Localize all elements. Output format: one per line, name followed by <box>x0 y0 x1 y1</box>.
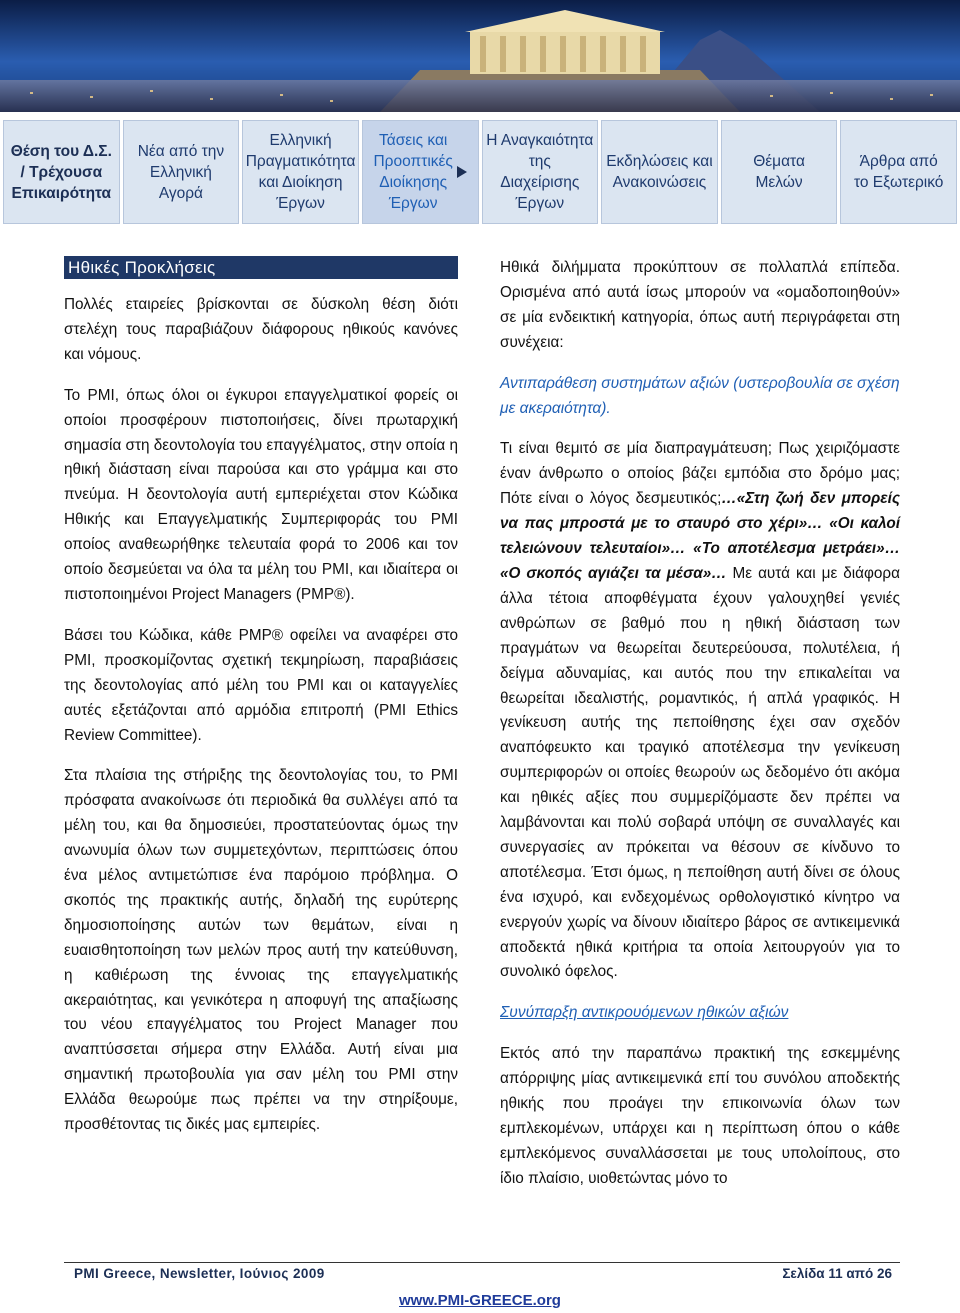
footer-page-number: Σελίδα 11 από 26 <box>782 1266 892 1281</box>
paragraph <box>500 437 900 985</box>
paragraph: Βάσει του Κώδικα, κάθε PMP® οφείλει να αναφέρει στο PMI, προσκομίζοντας σχετική τεκμηρίωση, παραβιάσεις της δεοντολογίας από μέλη του PMI και οι καταγγελίες αυτές εξετάζονται από αρμόδια επιτροπή (PMI Ethics Review Committee). <box>64 626 458 744</box>
section-title: Ηθικές Προκλήσεις <box>64 256 458 279</box>
header-banner <box>0 0 960 112</box>
footer-website-link[interactable]: www.PMI-GREECE.org <box>399 1292 561 1309</box>
nav-trends-prospects[interactable] <box>362 120 479 224</box>
footer-divider <box>64 1262 900 1263</box>
paragraph: Ηθικά διλήμματα προκύπτουν σε πολλαπλά επίπεδα. Ορισμένα από αυτά ίσως μπορούν να «ομαδοποιηθούν» σε μία ενδεικτική κατηγορία, όπως αυτή περιγράφεται στη συνέχεια: <box>500 259 900 351</box>
subheading-value-systems: Αντιπαράθεση συστημάτων αξιών (υστεροβουλία σε σχέση με ακεραιότητα). <box>500 374 900 417</box>
nav-label: Νέα από την Ελληνική Αγορά <box>137 142 225 202</box>
nav-greek-market-news[interactable] <box>123 120 240 224</box>
main-nav <box>0 120 960 224</box>
nav-label: Τάσεις και Προοπτικές Διοίκησης Έργων <box>373 132 453 212</box>
paragraph: Πολλές εταιρείες βρίσκονται σε δύσκολη θέση διότι στελέχη τους παραβιάζουν διάφορους ηθικούς κανόνες και νόμους. <box>64 296 458 363</box>
nav-label: Εκδηλώσεις και Ανακοινώσεις <box>606 153 713 191</box>
nav-label: Η Αναγκαιότητα της Διαχείρισης Έργων <box>486 132 594 212</box>
left-column <box>64 256 458 1154</box>
play-arrow-icon <box>457 166 467 178</box>
nav-member-topics[interactable] <box>721 120 838 224</box>
subheading-conflicting-values: Συνύπαρξη αντικρουόμενων ηθικών αξιών <box>500 1004 789 1022</box>
nav-label: Θέματα Μελών <box>753 153 805 191</box>
paragraph: Εκτός από την παραπάνω πρακτική της εσκεμμένης απόρριψης μίας αντικειμενικά επί του συνόλου αποδεκτής ηθικής που προάγει την επικοινωνία όλων των εμπλεκομένων, υπάρχει και η περίπτωση όπου ο κάθε εμπλεκόμενος συναλλάσσεται με τους υπολοίπους, στο ίδιο πλαίσιο, υιοθετώντας μόνο το <box>500 1045 900 1187</box>
nav-label: Άρθρα από το Εξωτερικό <box>853 153 944 191</box>
paragraph: Το PMI, όπως όλοι οι έγκυροι επαγγελματικοί φορείς οι οποίοι προσφέρουν πιστοποιήσεις, δίνει πρωταρχική σημασία στη δεοντολογία του επαγγέλματος, στην οποία η ηθική διάσταση είναι παρούσα και στο γράμμα και στο πνεύμα. Η δεοντολογία αυτή εμπεριέχεται στον Κώδικα Ηθικής και Επαγγελματικής Συμπεριφοράς του PMI οποίος αναθεωρήθηκε τελευταία φορά το 2006 και τον οποίο δεσμεύεται να όλα τα μέλη του PMI, και ιδιαίτερα οι πιστοποιημένοι Project Managers (PMP®). <box>64 386 458 603</box>
nav-greek-reality[interactable] <box>242 120 359 224</box>
paragraph-text: Με αυτά και με διάφορα άλλα τέτοια αποφθέγματα έχουν γαλουχηθεί γενιές ανθρώπων σε βαθμό που η ηθική διάσταση των πραγμάτων να θεωρείται δευτερεύουσα, πολυτέλεια, ή δείγμα αδυναμίας, και αυτός που την επικαλείται να θεωρείται ιδεαλιστής, ρομαντικός, ή απλά γραφικός. Η γενίκευση αυτής της πεποίθησης έχει σαν σχεδόν αναπόφευκτο και τραγικό αποτέλεσμα την γενίκευση συμπεριφορών οι οποίες θεωρούν ως δεδομένο ότι ακόμα και ηθικές αξίες που συμμερίζόμαστε δεν πρέπει να λαμβάνονται και πολύ σοβαρά υπόψη σε συναλλαγές και συνεργασίες αν πρόκειται να θέσουν σε κίνδυνο το αποτέλεσμα. Έτσι όμως, η πεποίθηση αυτή δίνει σε όλους ένα ισχυρό, και ενδεχομένως ορθολογιστικό κίνητρο να ενεργούν χωρίς να δίνουν ιδιαίτερο βάρος σε αντικειμενικά αποδεκτά ηθικά κριτήρια τα οποία λειτουργούν για το συνολικό όφελος. <box>500 564 900 981</box>
footer-newsletter: PMI Greece, Newsletter, Ιούνιος 2009 <box>74 1266 325 1281</box>
right-column <box>500 256 900 1208</box>
paragraph-text: Τι είναι θεμιτό σε μία διαπραγμάτευση; Πως χειριζόμαστε έναν άνθρωπο ο οποίος βάζει εμπόδια στο δρόμο μας; Πότε είναι ο λόγος δεσμευτικός; <box>500 440 900 508</box>
nav-label: Ελληνική Πραγματικότητα και Διοίκηση Έργων <box>245 132 356 212</box>
paragraph: Στα πλαίσια της στήριξης της δεοντολογίας του, το PMI πρόσφατα ανακοίνωσε ότι περιοδικά θα συλλέγει από τα μέλη του, και θα δημοσιεύει, προστατεύοντας όμως την ανωνυμία όλων των συμμετεχόντων, περιπτώσεις όπου ένα μέλος αντιμετώπισε ένα παρόμοιο πρόβλημα. Ο σκοπός της πρακτικής αυτής, δηλαδή της ευρύτερης δημοσιοποίησης αυτών των θεμάτων, είναι η ευαισθητοποίηση των μελών προς αυτή την κατεύθυνση, η καθιέρωση της έννοιας της επαγγελματικής ακεραιότητας, και γενικότερα η αποφυγή της απαξίωσης του νέου επαγγέλματος του Project Manager που αναπτύσσεται σήμερα στην Ελλάδα. Αυτή είναι μια σημαντική πρωτοβουλία για σαν μέλη του PMI στην Ελλάδα θεωρούμε πως πρέπει να την στηρίξουμε, προσθέτοντας τις δικές μας εμπειρίες. <box>64 767 458 1134</box>
nav-label: Θέση του Δ.Σ. / Τρέχουσα Επικαιρότητα <box>10 142 112 202</box>
quotes-text: …«Στη ζωή δεν μπορείς να πας μπροστά με το σταυρό στο χέρι»… «Οι καλοί τελειώνουν τελευταίοι»… «Το αποτέλεσμα μετράει»… «Ο σκοπός αγιάζει τα μέσα»… <box>500 490 901 582</box>
nav-board-position[interactable] <box>3 120 120 224</box>
nav-necessity-pm[interactable] <box>482 120 599 224</box>
nav-articles-abroad[interactable] <box>840 120 957 224</box>
acropolis-illustration <box>0 0 960 112</box>
nav-events[interactable] <box>601 120 718 224</box>
